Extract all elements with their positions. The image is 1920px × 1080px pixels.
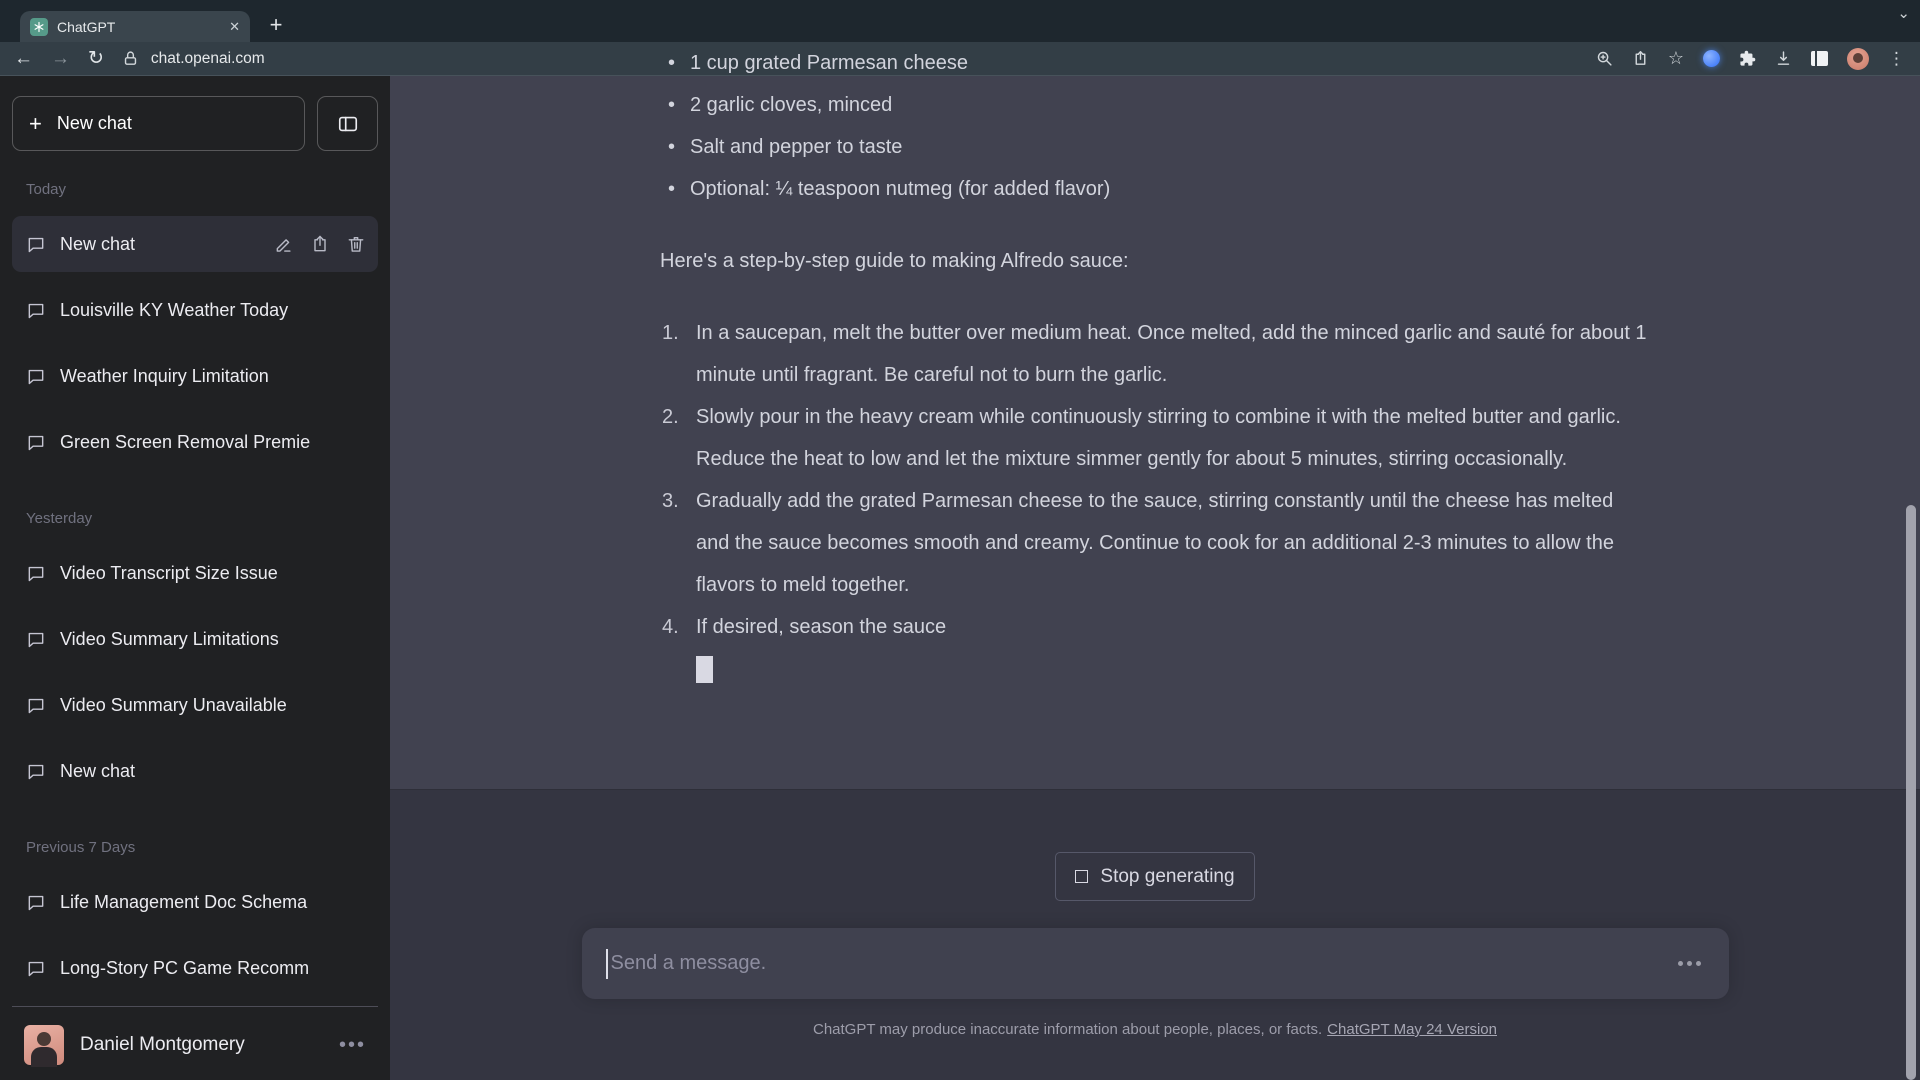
section-label-previous-7-days: Previous 7 Days [26, 839, 136, 856]
openai-favicon-icon [30, 18, 48, 36]
chat-item-label: Video Summary Limitations [60, 629, 366, 650]
stop-icon [1075, 870, 1088, 883]
chat-bubble-icon [26, 432, 46, 452]
collapse-sidebar-button[interactable] [317, 96, 378, 151]
stop-generating-button[interactable] [1055, 852, 1254, 901]
chat-item-label: Long-Story PC Game Recomm [60, 958, 366, 979]
sidebar-item-pc-game-recs[interactable] [12, 940, 378, 996]
section-label-today: Today [26, 181, 67, 198]
chat-bubble-icon [26, 761, 46, 781]
section-label-yesterday: Yesterday [26, 510, 93, 527]
chat-bubble-icon [26, 892, 46, 912]
user-avatar [24, 1025, 64, 1065]
tab-title: ChatGPT [57, 18, 116, 35]
disclaimer-text: ChatGPT may produce inaccurate information about people, places, or facts. [813, 1021, 1323, 1038]
user-menu[interactable] [12, 1019, 378, 1071]
list-item: • Salt and pepper to taste [690, 126, 1650, 168]
loading-dots-icon [1678, 961, 1701, 966]
sidebar-item-summary-limitations[interactable] [12, 611, 378, 667]
chat-bubble-icon [26, 695, 46, 715]
forward-icon[interactable]: → [51, 48, 70, 69]
sidebar [0, 76, 390, 1080]
chat-bubble-icon [26, 234, 46, 254]
assistant-message-content [660, 52, 1650, 789]
streaming-cursor [696, 656, 713, 683]
sidebar-item-louisville-weather[interactable] [12, 282, 378, 338]
download-icon[interactable] [1775, 50, 1792, 67]
chat-item-label: Video Summary Unavailable [60, 695, 366, 716]
collapse-sidebar-icon [337, 113, 359, 135]
list-item: • 1 cup grated Parmesan cheese [690, 42, 1650, 84]
text-caret [606, 949, 608, 979]
new-tab-button[interactable]: + [269, 12, 283, 37]
chat-item-label: Green Screen Removal Premie [60, 432, 366, 453]
new-chat-button[interactable] [12, 96, 305, 151]
sidebar-item-new-chat[interactable] [12, 216, 378, 272]
tab-close-icon[interactable]: ✕ [229, 18, 240, 34]
browser-tab-strip [0, 0, 1920, 42]
user-name: Daniel Montgomery [80, 1034, 245, 1055]
list-item: • 2 garlic cloves, minced [690, 84, 1650, 126]
composer-area [390, 790, 1920, 1080]
new-chat-button-label: New chat [56, 113, 132, 133]
sidebar-item-green-screen[interactable] [12, 414, 378, 470]
browser-tab-chatgpt[interactable] [20, 11, 250, 42]
bookmark-star-icon[interactable]: ☆ [1667, 48, 1684, 68]
trash-icon[interactable] [346, 234, 366, 254]
user-options-kebab-icon[interactable]: ••• [338, 1033, 366, 1056]
sidebar-item-transcript-size[interactable] [12, 545, 378, 601]
assistant-message [390, 52, 1920, 790]
sidebar-item-life-management[interactable] [12, 874, 378, 930]
sidebar-item-weather-inquiry[interactable] [12, 348, 378, 404]
lock-icon [122, 50, 139, 67]
edit-icon[interactable] [274, 234, 294, 254]
chat-item-label: New chat [60, 234, 260, 255]
stop-generating-label: Stop generating [1100, 865, 1235, 887]
ingredient-list [660, 42, 1650, 210]
footer-disclaimer [813, 1021, 1497, 1038]
browser-menu-kebab-icon[interactable]: ⋮ [1888, 48, 1906, 68]
chevron-down-icon[interactable]: ⌄ [1897, 5, 1910, 22]
chat-item-label: New chat [60, 761, 366, 782]
step-item: If desired, season the sauce [696, 606, 1650, 683]
chat-main [390, 52, 1920, 1080]
step-item: Slowly pour in the heavy cream while continuously stirring to combine it with the melted butter and garlic. Reduce the heat to low and let the mixture simmer gently for about 5 minutes, stirring occasionally. [696, 406, 1621, 470]
chat-bubble-icon [26, 300, 46, 320]
version-link[interactable]: ChatGPT May 24 Version [1327, 1021, 1497, 1038]
chat-bubble-icon [26, 563, 46, 583]
chat-bubble-icon [26, 958, 46, 978]
browser-profile-avatar[interactable] [1847, 48, 1869, 70]
steps-list [660, 312, 1650, 683]
extensions-puzzle-icon[interactable] [1739, 50, 1756, 67]
scrollbar-thumb[interactable] [1906, 505, 1916, 1080]
chat-item-label: Louisville KY Weather Today [60, 300, 366, 321]
share-icon[interactable] [310, 234, 330, 254]
chat-item-label: Video Transcript Size Issue [60, 563, 366, 584]
chat-bubble-icon [26, 629, 46, 649]
reload-icon[interactable]: ↻ [88, 48, 104, 69]
chat-bubble-icon [26, 366, 46, 386]
chat-item-label: Weather Inquiry Limitation [60, 366, 366, 387]
message-input-container[interactable] [582, 928, 1729, 999]
back-icon[interactable]: ← [14, 48, 33, 69]
step-item: Gradually add the grated Parmesan cheese to the sauce, stirring constantly until the cheese has melted and the sauce becomes smooth and creamy. Continue to cook for an additional 2-3 minutes to allow the flavors to meld together. [696, 490, 1614, 596]
chat-item-label: Life Management Doc Schema [60, 892, 366, 913]
plus-icon: + [29, 110, 42, 136]
sidebar-item-new-chat-2[interactable] [12, 743, 378, 799]
address-bar[interactable]: chat.openai.com [150, 49, 265, 67]
intro-paragraph: Here's a step-by-step guide to making Alfredo sauce: [660, 250, 1129, 272]
side-panel-icon[interactable] [1811, 51, 1828, 66]
sidebar-item-summary-unavailable[interactable] [12, 677, 378, 733]
step-item: In a saucepan, melt the butter over medium heat. Once melted, add the minced garlic and sauté for about 1 minute until fragrant. Be careful not to burn the garlic. [696, 322, 1647, 386]
blue-extension-icon[interactable] [1703, 50, 1720, 67]
list-item: • Optional: ¼ teaspoon nutmeg (for added flavor) [690, 168, 1650, 210]
message-input[interactable] [611, 952, 1666, 975]
